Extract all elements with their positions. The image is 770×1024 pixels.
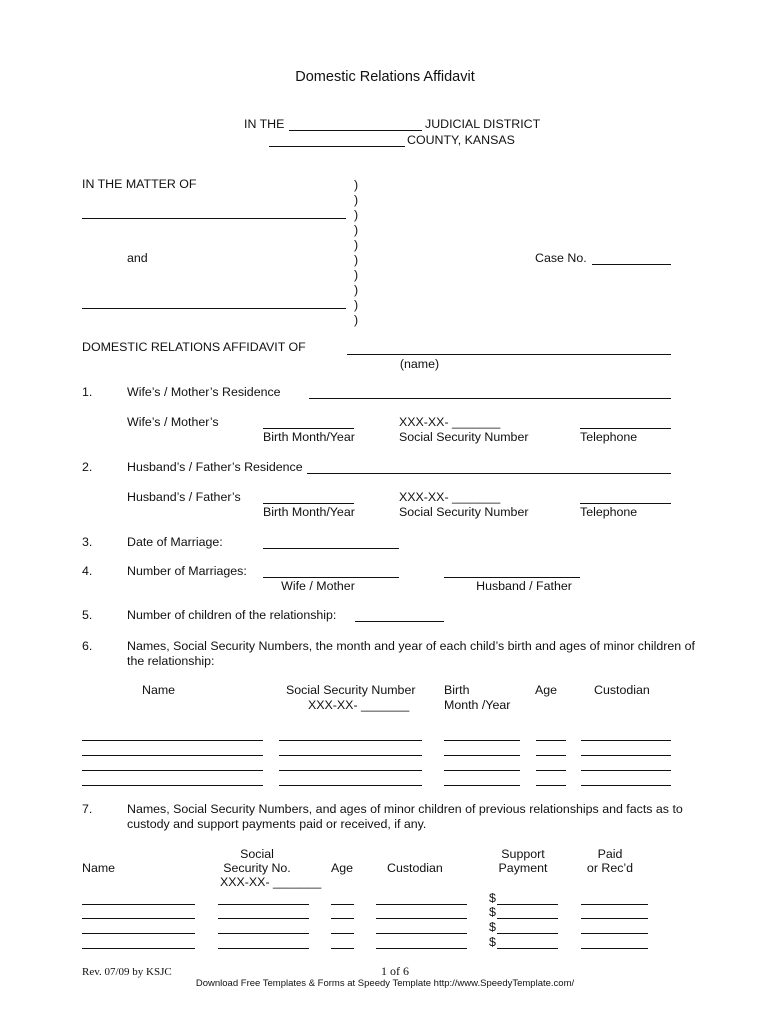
table7-name-blank[interactable] (82, 948, 195, 949)
county-blank[interactable] (269, 146, 405, 147)
husband-residence-label: Husband’s / Father’s Residence (127, 460, 303, 474)
table6-birth-subheader: Month /Year (444, 698, 511, 712)
wife-mother-label: Wife / Mother (281, 579, 355, 593)
table6-ssn-blank[interactable] (279, 740, 422, 741)
table7-age-blank[interactable] (331, 904, 354, 905)
table7-name-blank[interactable] (82, 904, 195, 905)
caption-paren: ) (354, 193, 359, 207)
wife-birth-blank[interactable] (263, 428, 354, 429)
table6-age-blank[interactable] (536, 785, 566, 786)
table6-custodian-blank[interactable] (581, 740, 671, 741)
table7-ssn-blank[interactable] (218, 904, 309, 905)
table7-payment-blank[interactable] (497, 933, 558, 934)
revision-note: Rev. 07/09 by KSJC (82, 966, 172, 978)
item-number: 5. (82, 608, 93, 622)
table6-name-blank[interactable] (82, 740, 263, 741)
caption-paren: ) (354, 178, 359, 192)
wife-ssn-field[interactable]: XXX-XX- _______ (399, 415, 501, 429)
husband-marriages-blank[interactable] (444, 577, 580, 578)
table6-age-blank[interactable] (536, 770, 566, 771)
table7-ssn-blank[interactable] (218, 933, 309, 934)
table7-age-blank[interactable] (331, 933, 354, 934)
caption-paren: ) (354, 238, 359, 252)
table7-social-header: Social (240, 847, 274, 861)
item-number: 1. (82, 385, 93, 399)
wife-label: Wife’s / Mother’s (127, 415, 219, 429)
item-number: 4. (82, 564, 93, 578)
case-no-blank[interactable] (592, 264, 671, 265)
date-of-marriage-blank[interactable] (263, 548, 399, 549)
wife-marriages-blank[interactable] (263, 577, 399, 578)
birth-month-year-label: Birth Month/Year (263, 505, 355, 519)
caption-paren: ) (354, 223, 359, 237)
page-title: Domestic Relations Affidavit (295, 69, 475, 85)
table7-name-blank[interactable] (82, 918, 195, 919)
download-footer: Download Free Templates & Forms at Speedy Template http://www.SpeedyTemplate.com/ (195, 978, 575, 989)
table6-ssn-blank[interactable] (279, 785, 422, 786)
husband-residence-blank[interactable] (307, 473, 671, 474)
table6-ssn-header: Social Security Number (286, 683, 416, 697)
wife-residence-blank[interactable] (309, 398, 671, 399)
caption-paren: ) (354, 313, 359, 327)
page-number: 1 of 6 (381, 964, 409, 978)
table6-name-header: Name (142, 683, 176, 697)
table7-payment-blank[interactable] (497, 904, 558, 905)
table7-name-header: Name (82, 861, 116, 875)
table6-birth-blank[interactable] (444, 755, 520, 756)
table7-support-header: Support (501, 847, 545, 861)
item-number: 2. (82, 460, 93, 474)
husband-ssn-field[interactable]: XXX-XX- _______ (399, 490, 501, 504)
table7-age-blank[interactable] (331, 948, 354, 949)
table7-payment-header: Payment (498, 861, 548, 875)
table7-custodian-blank[interactable] (376, 948, 467, 949)
table6-birth-blank[interactable] (444, 785, 520, 786)
caption-paren: ) (354, 283, 359, 297)
affidavit-of-label: DOMESTIC RELATIONS AFFIDAVIT OF (82, 340, 306, 354)
table7-dollar-sign: $ (489, 920, 496, 934)
table7-paid-blank[interactable] (581, 918, 648, 919)
item6-text-line2: the relationship: (127, 654, 215, 668)
table6-name-blank[interactable] (82, 755, 263, 756)
husband-telephone-blank[interactable] (580, 503, 671, 504)
table6-birth-header: Birth (444, 683, 470, 697)
table6-age-blank[interactable] (536, 740, 566, 741)
table7-dollar-sign: $ (489, 935, 496, 949)
petitioner-name-blank[interactable] (82, 218, 346, 219)
table6-ssn-blank[interactable] (279, 755, 422, 756)
in-the-label: IN THE (244, 117, 285, 131)
table7-ssn-prefix: XXX-XX- _______ (220, 875, 322, 889)
caption-paren: ) (354, 298, 359, 312)
ssn-label: Social Security Number (399, 430, 529, 444)
table7-paid-blank[interactable] (581, 948, 648, 949)
item-number: 7. (82, 802, 93, 816)
table7-payment-blank[interactable] (497, 918, 558, 919)
date-of-marriage-label: Date of Marriage: (127, 535, 223, 549)
children-count-label: Number of children of the relationship: (127, 608, 337, 622)
table6-birth-blank[interactable] (444, 770, 520, 771)
table6-birth-blank[interactable] (444, 740, 520, 741)
children-count-blank[interactable] (355, 621, 444, 622)
and-label: and (127, 251, 148, 265)
item6-text-line1: Names, Social Security Numbers, the month and year of each child’s birth and ages of minor children of (127, 639, 695, 653)
caption-paren: ) (354, 208, 359, 222)
table6-custodian-blank[interactable] (581, 785, 671, 786)
telephone-label: Telephone (580, 430, 638, 444)
county-label: COUNTY, KANSAS (407, 133, 515, 147)
table6-custodian-blank[interactable] (581, 770, 671, 771)
husband-label: Husband’s / Father’s (127, 490, 241, 504)
item7-text-line1: Names, Social Security Numbers, and ages of minor children of previous relationships and facts as to (127, 802, 683, 816)
table6-ssn-prefix: XXX-XX- _______ (308, 698, 410, 712)
district-blank[interactable] (289, 130, 422, 131)
table7-ssn-blank[interactable] (218, 948, 309, 949)
case-no-label: Case No. (535, 251, 587, 265)
respondent-name-blank[interactable] (82, 308, 346, 309)
table7-age-header: Age (331, 861, 354, 875)
table7-ssn-blank[interactable] (218, 918, 309, 919)
table7-custodian-blank[interactable] (376, 904, 467, 905)
table7-paid-blank[interactable] (581, 933, 648, 934)
table7-custodian-blank[interactable] (376, 918, 467, 919)
telephone-label: Telephone (580, 505, 638, 519)
in-the-matter-of-label: IN THE MATTER OF (82, 177, 197, 191)
table7-security-header: Security No. (223, 861, 291, 875)
wife-telephone-blank[interactable] (580, 428, 671, 429)
table6-age-blank[interactable] (536, 755, 566, 756)
affiant-name-blank[interactable] (347, 354, 671, 355)
item7-text-line2: custody and support payments paid or received, if any. (127, 817, 427, 831)
affiant-name-sublabel: (name) (399, 357, 440, 371)
table7-custodian-blank[interactable] (376, 933, 467, 934)
table7-dollar-sign: $ (489, 891, 496, 905)
table7-payment-blank[interactable] (497, 948, 558, 949)
table6-name-blank[interactable] (82, 770, 263, 771)
ssn-label: Social Security Number (399, 505, 529, 519)
table6-ssn-blank[interactable] (279, 770, 422, 771)
table7-paid-header: Paid (597, 847, 623, 861)
table7-recd-header: or Rec’d (586, 861, 634, 875)
number-of-marriages-label: Number of Marriages: (127, 564, 247, 578)
table6-age-header: Age (535, 683, 558, 697)
caption-paren: ) (354, 253, 359, 267)
birth-month-year-label: Birth Month/Year (263, 430, 355, 444)
wife-residence-label: Wife’s / Mother’s Residence (127, 385, 281, 399)
husband-father-label: Husband / Father (476, 579, 572, 593)
table6-custodian-header: Custodian (594, 683, 650, 697)
item-number: 6. (82, 639, 93, 653)
table6-custodian-blank[interactable] (581, 755, 671, 756)
table6-name-blank[interactable] (82, 785, 263, 786)
husband-birth-blank[interactable] (263, 503, 354, 504)
caption-paren: ) (354, 268, 359, 282)
table7-name-blank[interactable] (82, 933, 195, 934)
table7-paid-blank[interactable] (581, 904, 648, 905)
table7-custodian-header: Custodian (387, 861, 443, 875)
table7-age-blank[interactable] (331, 918, 354, 919)
judicial-district-label: JUDICIAL DISTRICT (425, 117, 541, 131)
table7-dollar-sign: $ (489, 905, 496, 919)
item-number: 3. (82, 535, 93, 549)
